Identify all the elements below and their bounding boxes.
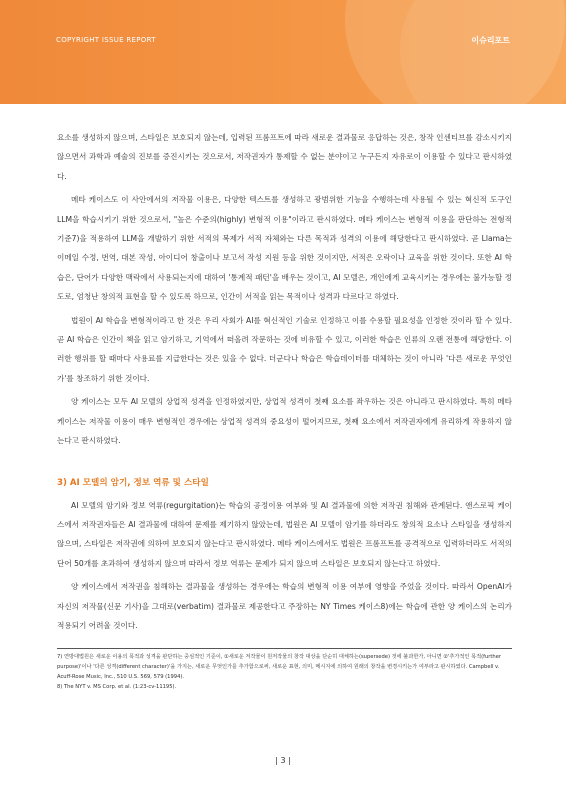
- page-number: | 3 |: [275, 756, 291, 765]
- body-paragraph: 양 케이스에서 저작권을 침해하는 결과물을 생성하는 경우에는 학습의 변형적 이용 여부에 영향을 주었을 것이다. 따라서 OpenAI가 자신의 저작물(신문 기사)을 그대로(verbatim) 결과물로 제공한다고 주장하는 NY Times 케이스8)에는 학습에 관한 양 케이스의 논리가 적용되기 어려울 것이다.: [57, 582, 512, 630]
- footnotes: [57, 648, 512, 694]
- body-paragraph: 양 케이스는 모두 AI 모델의 상업적 성격을 인정하였지만, 상업적 성격이 첫째 요소를 좌우하는 것은 아니라고 판시하였다. 특히 메타 케이스는 저작물 이용이 매우 변형적인 경우에는 상업적 성격의 중요성이 떨어지므로, 첫째 요소에서 저작권자에게 유리하게 작용하지 않는다고 판시하였다.: [57, 397, 512, 446]
- report-series-label: COPYRIGHT ISSUE REPORT: [56, 36, 156, 44]
- footnote: 8) The NYT v. MS Corp. et al. (1:23-cv-11195).: [57, 684, 177, 691]
- body-paragraph: AI 모델의 암기와 정보 역류(regurgitation)는 학습의 공정이용 여부와 및 AI 결과물에 의한 저작권 침해와 관계된다. 앤스로픽 케이스에서 저작권자들은 AI 결과물에 대하여 문제를 제기하지 않았는데, 법원은 AI 모델이 암기를 하더라도 창의적 요소나 스타일을 생성하지 않으며, 스타일은 저작권에 의하여 보호되지 않는다고 판시하였다. 메타 케이스에서도 법원은 프롬프트를 공격적으로 입력하더라도 서적의 단어 50개를 초과하여 생성하지 않으며 따라서 정보 역류는 문제가 되지 않으며 스타일은 보호되지 않는다고 하였다.: [57, 500, 512, 568]
- report-header: [0, 0, 566, 104]
- body-paragraph: 메타 케이스도 이 사안에서의 저작물 이용은, 다양한 텍스트를 생성하고 광범위한 기능을 수행하는데 사용될 수 있는 혁신적 도구인 LLM을 학습시키기 위한 것으로서, "높은 수준의(highly) 변형적 이용"이라고 판시하였다. 메타 케이스는 변형적 이용을 판단하는 전형적 기준7)을 적용하여 LLM을 개발하기 위한 서적의 복제가 서적 자체와는 다른 목적과 성격의 이용에 해당한다고 판시하였다. 곧 Llama는 이메일 수정, 번역, 대본 작성, 아이디어 창출이나 보고서 작성 지원 등을 위한 것이지만, 서적은 오락이나 교육을 위한 것이다. 또한 AI 학습은, 단어가 다양한 맥락에서 사용되는지에 대하여 '통계적 패턴'을 배우는 것이고, AI 모델은, 개인에게 교육시키는 경우에는 불가능할 정도로, 엄청난 창의적 표현을 할 수 있도록 하므로, 인간이 서적을 읽는 목적이나 성격과 다르다고 하였다.: [57, 195, 512, 302]
- footnote: 7) 연방대법원은 새로운 이용의 목적과 성격을 판단하는 중심적인 기준이, ①새로운 저작물이 원저작물의 창작 대상을 단순히 대체하는(supersede) 것에 불과한가, 아니면 ②'추가적인 목적(further purpose)'이나 '다른 성격(different character)'을 가지는, 새로운 무엇인가를 추가함으로써, 새로운 표현, 의미, 메시지에 의하여 원래의 창작을 변경시키는가 여부라고 판시하였다. Campbell v. Acuff-Rose Music, Inc., 510 U.S. 569, 579 (1994).: [57, 654, 502, 680]
- body-paragraph: 요소를 생성하지 않으며, 스타일은 보호되지 않는데, 입력된 프롬프트에 따라 새로운 결과물로 응답하는 것은, 창작 인센티브를 감소시키지 않으면서 과학과 예술의 진보를 증진시키는 것으로서, 저작권자가 통제할 수 없는 분야이고 누구든지 자유로이 이용할 수 있다고 판시하였다.: [57, 133, 512, 181]
- main-content: [57, 128, 512, 639]
- report-type-label: 이슈리포트: [471, 36, 510, 45]
- section-heading: 3) AI 모델의 암기, 정보 역류 및 스타일: [57, 477, 209, 488]
- body-paragraph: 법원이 AI 학습을 변형적이라고 한 것은 우리 사회가 AI를 혁신적인 기술로 인정하고 이를 수용할 필요성을 인정한 것이라 할 수 있다. 곧 AI 학습은 인간이 책을 읽고 암기하고, 기억에서 떠올려 작문하는 것에 비유할 수 있고, 이러한 학습은 인류의 오랜 전통에 해당한다. 이러한 행위를 할 때마다 사용료를 지급한다는 것은 있을 수 없다. 더군다나 학습은 학습데이터를 대체하는 것이 아니라 '다른 새로운 무엇인가'를 창조하기 위한 것이다.: [57, 315, 512, 383]
- header-decoration: [400, 0, 566, 104]
